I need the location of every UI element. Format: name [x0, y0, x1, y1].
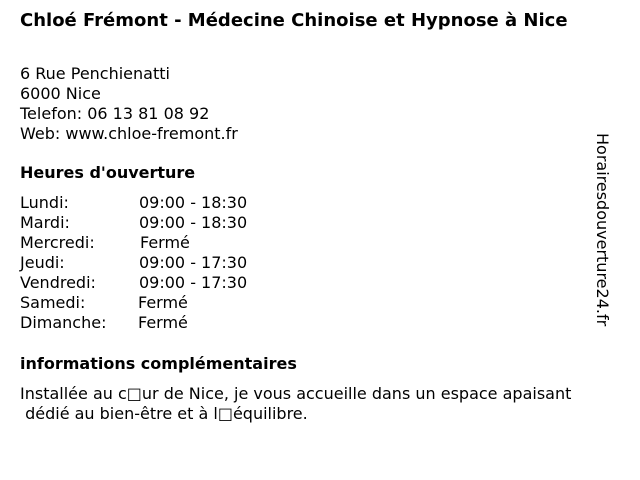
- hours-heading: Heures d'ouverture: [20, 163, 196, 182]
- day-label: Mercredi:: [20, 233, 95, 252]
- info-text: [20, 384, 620, 424]
- info-line: Installée au c□ur de Nice, je vous accueille dans un espace apaisant: [20, 384, 572, 403]
- info-heading: informations complémentaires: [20, 354, 297, 373]
- day-label: Lundi:: [20, 193, 69, 212]
- website: Web: www.chloe-fremont.fr: [20, 124, 238, 143]
- watermark-text: Horairesdouverture24.fr: [593, 133, 612, 327]
- day-label: Dimanche:: [20, 313, 107, 332]
- day-hours: Fermé: [138, 293, 188, 312]
- day-hours: 09:00 - 17:30: [139, 253, 248, 272]
- day-label: Mardi:: [20, 213, 70, 232]
- day-label: Vendredi:: [20, 273, 96, 292]
- info-line: dédié au bien-être et à l□équilibre.: [20, 404, 308, 423]
- street-address: 6 Rue Penchienatti: [20, 64, 170, 83]
- city-address: 6000 Nice: [20, 84, 101, 103]
- business-title: Chloé Frémont - Médecine Chinoise et Hypnose à Nice: [20, 10, 568, 31]
- phone-number: Telefon: 06 13 81 08 92: [20, 104, 210, 123]
- day-hours: Fermé: [140, 233, 190, 252]
- day-hours: 09:00 - 17:30: [139, 273, 248, 292]
- day-hours: 09:00 - 18:30: [139, 193, 248, 212]
- day-hours: 09:00 - 18:30: [139, 213, 248, 232]
- day-label: Samedi:: [20, 293, 86, 312]
- day-hours: Fermé: [138, 313, 188, 332]
- contact-block: [20, 64, 238, 144]
- day-label: Jeudi:: [20, 253, 65, 272]
